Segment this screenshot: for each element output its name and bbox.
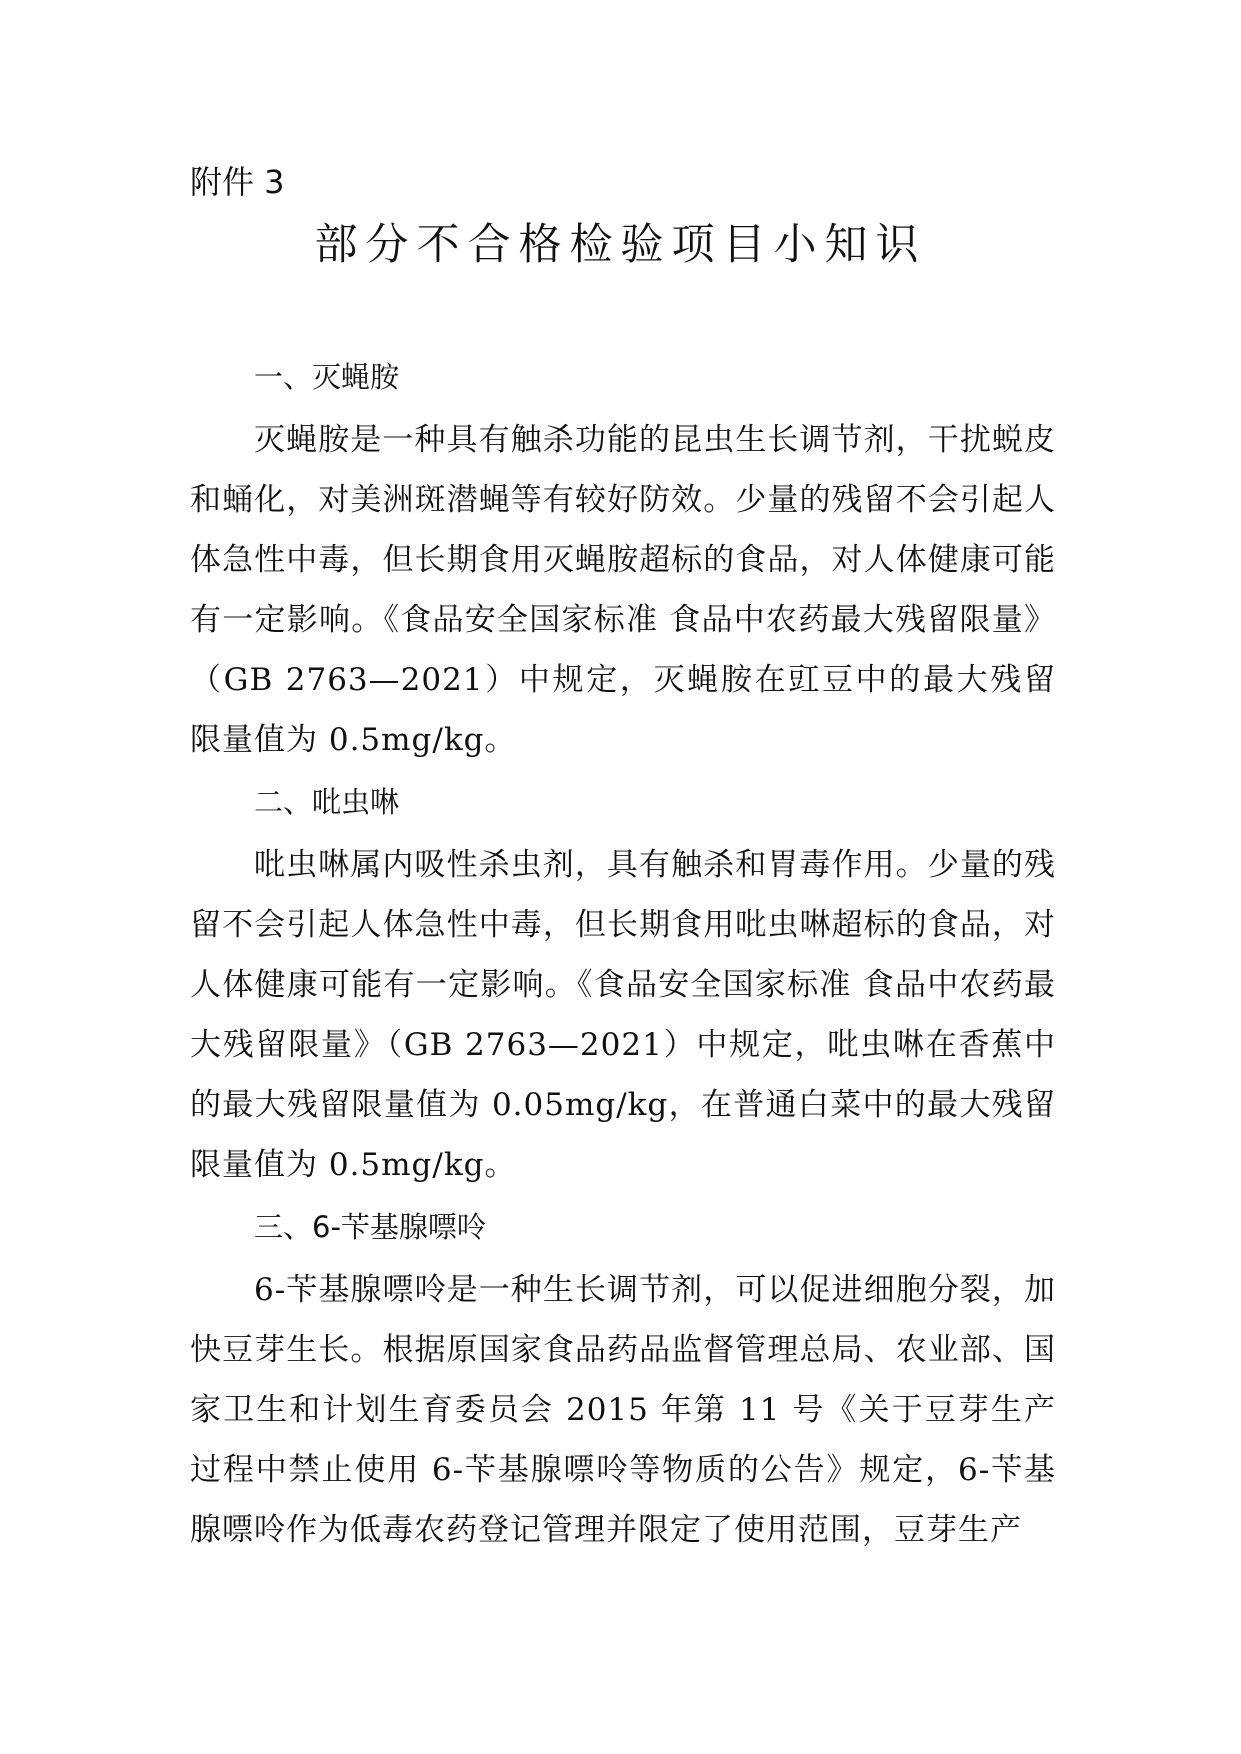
section-heading: 三、6-苄基腺嘌呤: [254, 1210, 486, 1244]
document-body: [190, 345, 1056, 1560]
section-paragraph: 6-苄基腺嘌呤是一种生长调节剂，可以促进细胞分裂，加快豆芽生长。根据原国家食品药品监督管理总局、农业部、国家卫生和计划生育委员会 2015 年第 11 号《关于豆芽生产过程中禁止使用 6-苄基腺嘌呤等物质的公告》规定，6-苄基腺嘌呤作为低毒农药登记管理并限定了使用范围，豆芽生产: [190, 1272, 1056, 1548]
section-cyromazine: [190, 345, 1056, 770]
section-benzylaminopurine: [190, 1195, 1056, 1560]
section-heading: 一、灭蝇胺: [254, 360, 400, 394]
document-title: 部分不合格检验项目小知识: [314, 220, 927, 270]
section-heading: 二、吡虫啉: [254, 785, 400, 819]
section-paragraph: 吡虫啉属内吸性杀虫剂，具有触杀和胃毒作用。少量的残留不会引起人体急性中毒，但长期食用吡虫啉超标的食品，对人体健康可能有一定影响。《食品安全国家标准 食品中农药最大残留限量》（GB 2763—2021）中规定，吡虫啉在香蕉中的最大残留限量值为 0.05mg/kg，在普通白菜中的最大残留限量值为 0.5mg/kg。: [190, 847, 1056, 1183]
attachment-label: 附件 3: [190, 163, 285, 201]
section-paragraph: 灭蝇胺是一种具有触杀功能的昆虫生长调节剂，干扰蜕皮和蛹化，对美洲斑潜蝇等有较好防效。少量的残留不会引起人体急性中毒，但长期食用灭蝇胺超标的食品，对人体健康可能有一定影响。《食品安全国家标准 食品中农药最大残留限量》（GB 2763—2021）中规定，灭蝇胺在豇豆中的最大残留限量值为 0.5mg/kg。: [190, 422, 1056, 758]
section-imidacloprid: [190, 770, 1056, 1195]
